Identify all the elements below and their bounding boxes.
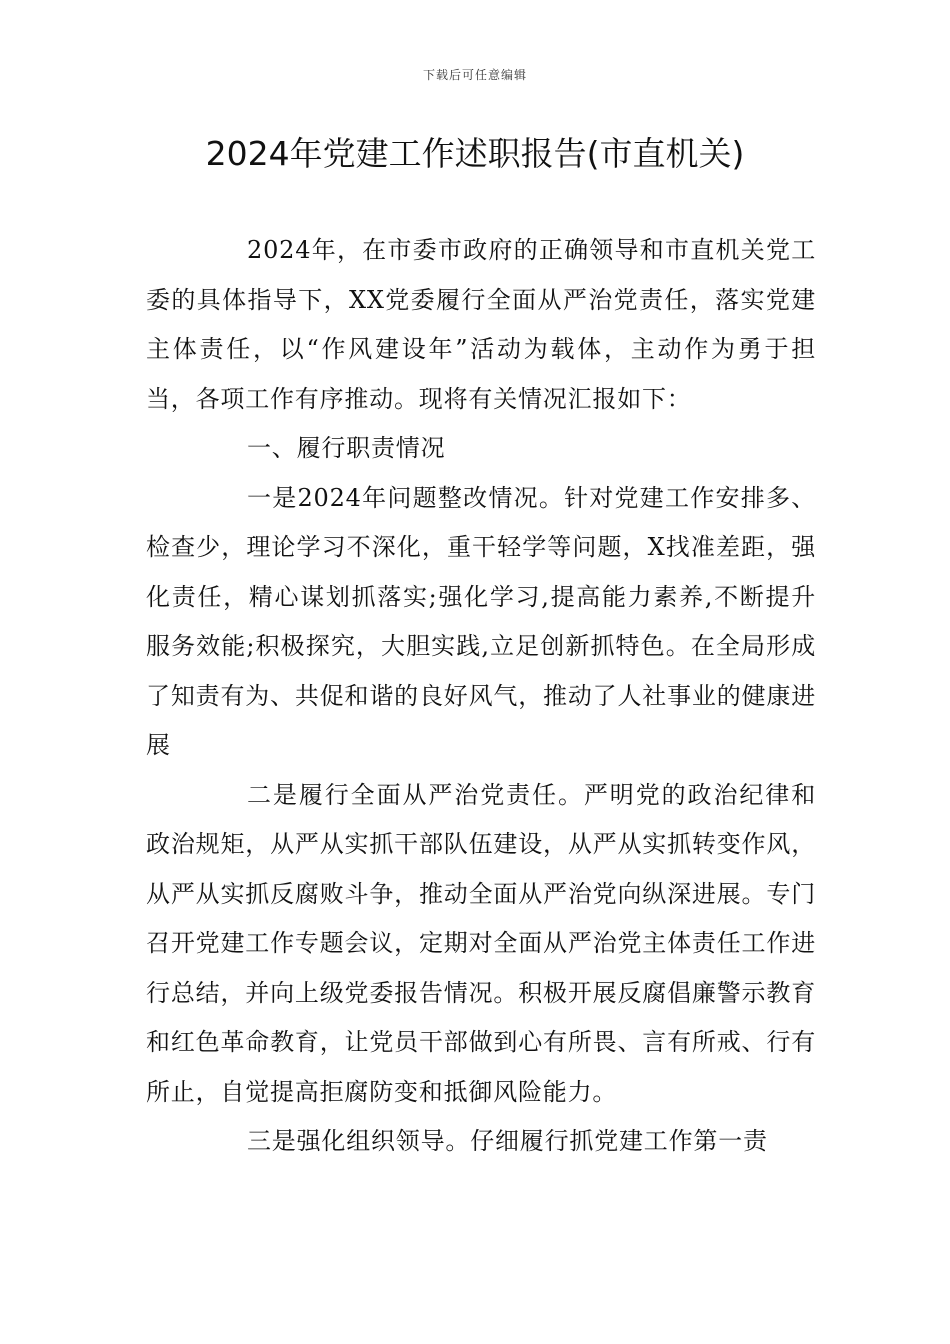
document-body — [146, 226, 816, 1167]
paragraph-item-1: 一是2024年问题整改情况。针对党建工作安排多、检查少，理论学习不深化，重干轻学等问题，X找准差距，强化责任，精心谋划抓落实;强化学习,提高能力素养,不断提升服务效能;积极探究，大胆实践,立足创新抓特色。在全局形成了知责有为、共促和谐的良好风气，推动了人社事业的健康进展 — [146, 483, 816, 759]
paragraph-item-2: 二是履行全面从严治党责任。严明党的政治纪律和政治规矩，从严从实抓干部队伍建设，从严从实抓转变作风，从严从实抓反腐败斗争，推动全面从严治党向纵深进展。专门召开党建工作专题会议，定期对全面从严治党主体责任工作进行总结，并向上级党委报告情况。积极开展反腐倡廉警示教育和红色革命教育，让党员干部做到心有所畏、言有所戒、行有所止，自觉提高拒腐防变和抵御风险能力。 — [146, 780, 816, 1106]
section-heading-1: 一、履行职责情况 — [247, 434, 446, 462]
document-title: 2024年党建工作述职报告(市直机关) — [205, 134, 745, 173]
paragraph-item-3: 三是强化组织领导。仔细履行抓党建工作第一责 — [247, 1127, 768, 1155]
header-note: 下载后可任意编辑 — [422, 68, 527, 82]
paragraph-intro: 2024年，在市委市政府的正确领导和市直机关党工委的具体指导下，XX党委履行全面从严治党责任，落实党建主体责任，以“作风建设年”活动为载体，主动作为勇于担当，各项工作有序推动。现将有关情况汇报如下： — [146, 236, 816, 413]
